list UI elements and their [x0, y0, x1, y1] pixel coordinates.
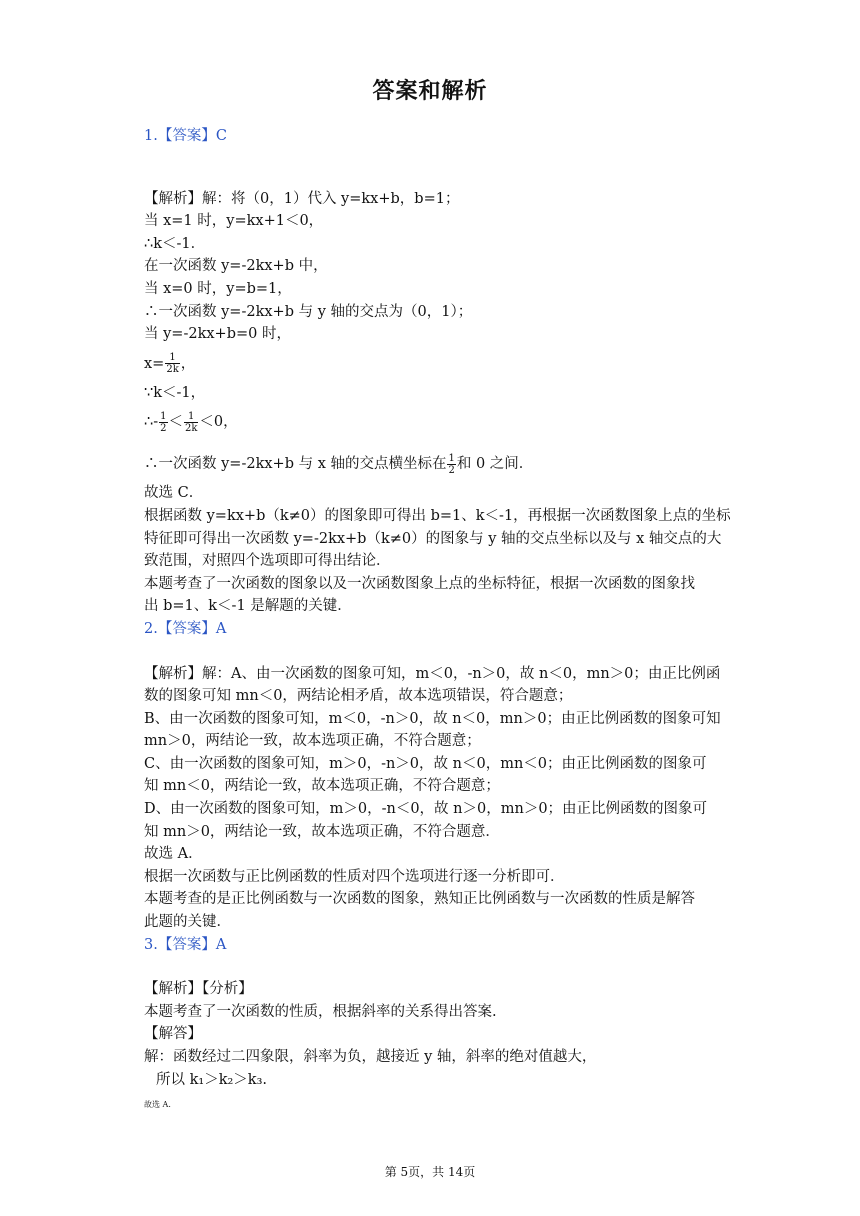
page-footer: 第 5页，共 14页 [384, 1165, 476, 1179]
q1-line: 当 y=-2kx+b=0 时， [144, 326, 291, 343]
q1-line: 致范围，对照四个选项即可得出结论． [144, 553, 391, 570]
q3-line: 【解答】 [144, 1026, 202, 1043]
q1-inequality [144, 404, 719, 440]
q2-line: D、由一次函数的图象可知，m＞0，-n＜0，故 n＞0，mn＞0；由正比例函数的图象可 [144, 801, 708, 818]
q1-line: 当 x=1 时，y=kx+1＜0， [144, 213, 324, 230]
q2-line: 此题的关键． [144, 914, 231, 931]
q1-line: 出 b=1、k＜-1 是解题的关键． [144, 598, 352, 615]
formula-text: 和 0 之间． [456, 456, 534, 473]
formula-text: ＜ [168, 414, 183, 431]
q1-line: 【解析】解：将（0，1）代入 y=kx+b，b=1； [144, 190, 460, 207]
q1-answer: 1.【答案】C [144, 128, 227, 144]
q2-line: 本题考查的是正比例函数与一次函数的图象，熟知正比例函数与一次函数的性质是解答 [144, 891, 695, 908]
answer-content [144, 125, 731, 1119]
q1-line: ∵k＜-1， [144, 384, 206, 401]
q2-line: 【解析】解：A、由一次函数的图象可知，m＜0，-n＞0，故 n＜0，mn＞0；由正比例函 [144, 665, 721, 682]
formula-text: ， [180, 355, 196, 372]
q1-conclusion [144, 446, 719, 482]
spacer [144, 170, 719, 188]
q1-line: 当 x=0 时，y=b=1， [144, 280, 292, 297]
q1-line: 在一次函数 y=-2kx+b 中， [144, 258, 328, 275]
q3-answer: 3.【答案】A [144, 936, 227, 953]
fraction [159, 411, 167, 434]
formula-text: ＜0， [199, 414, 238, 431]
page-title: 答案和解析 [372, 79, 488, 104]
q1-line: 根据函数 y=kx+b（k≠0）的图象即可得出 b=1、k＜-1，再根据一次函数图象上点的坐标 [144, 507, 731, 524]
q1-line: ∴k＜-1． [144, 235, 206, 252]
q2-line: 故选 A． [144, 846, 203, 863]
formula-text: x= [144, 355, 165, 372]
q3-line: 本题考查了一次函数的性质，根据斜率的关系得出答案. [144, 1003, 497, 1020]
q1-line: 故选 C． [144, 485, 204, 502]
q1-line: ∴一次函数 y=-2kx+b 与 y 轴的交点为（0，1）； [144, 303, 473, 320]
q3-small-note: 故选 A. [144, 1100, 171, 1110]
q3-line: 解：函数经过二四象限，斜率为负，越接近 y 轴，斜率的绝对值越大， [144, 1049, 597, 1065]
denominator: 2 [448, 464, 455, 476]
q2-answer: 2.【答案】A [144, 620, 227, 637]
numerator: 1 [165, 352, 179, 364]
q2-line: 根据一次函数与正比例函数的性质对四个选项进行逐一分析即可． [144, 868, 565, 885]
numerator: 1 [448, 452, 455, 464]
spacer [144, 148, 719, 170]
fraction [165, 352, 179, 375]
q2-line: C、由一次函数的图象可知，m＞0，-n＞0，故 n＜0，mn＜0；由正比例函数的图象可 [144, 755, 707, 772]
q3-line: 【解析】【分析】 [144, 981, 253, 998]
fraction [447, 453, 455, 476]
q1-line: 特征即可得出一次函数 y=-2kx+b（k≠0）的图象与 y 轴的交点坐标以及与 x 轴交点的大 [144, 530, 722, 547]
q2-line: mn＞0，两结论一致，故本选项正确，不符合题意； [144, 733, 481, 750]
q1-line: 本题考查了一次函数的图象以及一次函数图象上点的坐标特征，根据一次函数的图象找 [144, 575, 695, 592]
spacer [144, 641, 719, 663]
q2-line: 知 mn＜0，两结论一致，故本选项正确，不符合题意； [144, 778, 500, 795]
formula-text: ∴- [144, 414, 159, 431]
spacer [144, 956, 719, 978]
denominator: 2k [185, 422, 198, 434]
numerator: 1 [160, 410, 167, 422]
q2-line: 数的图象可知 mn＜0，两结论相矛盾，故本选项错误，符合题意； [144, 688, 573, 705]
numerator: 1 [184, 411, 198, 423]
q2-line: B、由一次函数的图象可知，m＜0，-n＞0，故 n＜0，mn＞0；由正比例函数的图象可知 [144, 710, 721, 727]
denominator: 2k [166, 364, 179, 376]
q3-line: 所以 k₁＞k₂＞k₃. [156, 1071, 268, 1088]
q2-line: 知 mn＞0，两结论一致，故本选项正确，不符合题意． [144, 823, 500, 840]
denominator: 2 [160, 422, 167, 434]
formula-text: ∴一次函数 y=-2kx+b 与 x 轴的交点横坐标在 [144, 456, 447, 473]
q1-x-formula [144, 346, 719, 382]
fraction [184, 411, 198, 434]
